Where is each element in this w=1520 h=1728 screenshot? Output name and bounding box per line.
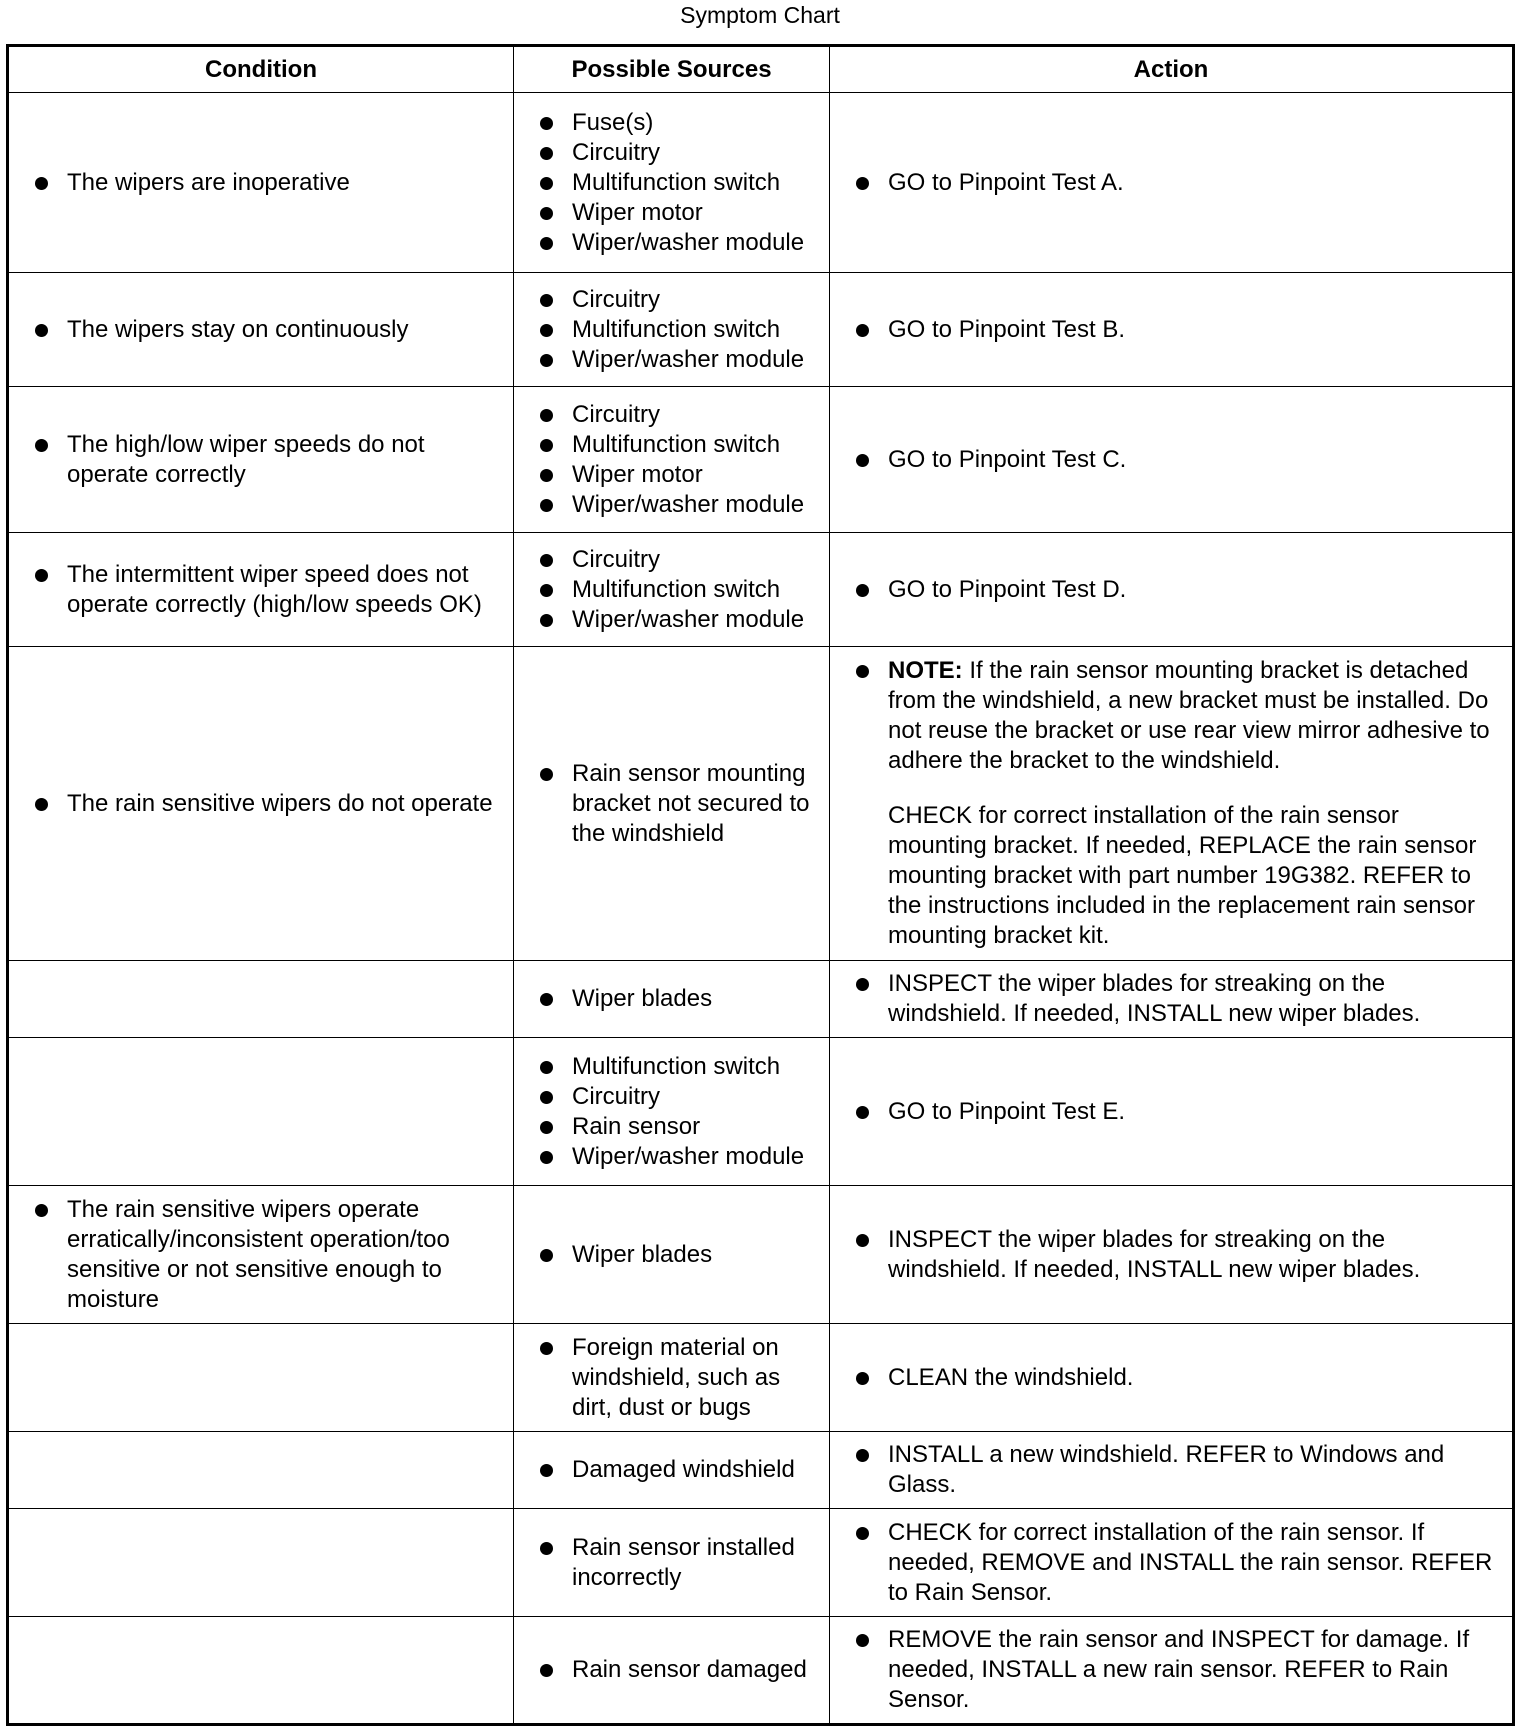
possible-sources-cell [514, 273, 830, 387]
possible-sources-cell [514, 1432, 830, 1509]
action-text: INSPECT the wiper blades for streaking on the windshield. If needed, INSTALL new wiper blades. [854, 969, 1502, 1029]
action-text: GO to Pinpoint Test B. [854, 315, 1502, 345]
column-header-action: Action [830, 46, 1514, 93]
note-label: NOTE: [888, 657, 963, 684]
condition-cell [8, 1324, 514, 1432]
source-item: Wiper motor [538, 198, 819, 228]
table-row [8, 1324, 1514, 1432]
table-header-row [8, 46, 1514, 93]
condition-cell [8, 1186, 514, 1324]
source-item: Circuitry [538, 1082, 819, 1112]
symptom-table [6, 44, 1515, 1726]
action-cell [830, 1432, 1514, 1509]
action-cell [830, 1509, 1514, 1617]
action-cell [830, 1186, 1514, 1324]
condition-text: The rain sensitive wipers do not operate [33, 789, 503, 819]
condition-text: The high/low wiper speeds do not operate correctly [33, 430, 503, 490]
source-item: Wiper/washer module [538, 605, 819, 635]
condition-cell [8, 961, 514, 1038]
source-item: Multifunction switch [538, 315, 819, 345]
possible-sources-cell [514, 647, 830, 961]
action-cell [830, 1324, 1514, 1432]
condition-cell [8, 1432, 514, 1509]
condition-cell [8, 1038, 514, 1186]
possible-sources-cell [514, 93, 830, 273]
condition-cell [8, 533, 514, 647]
source-item: Multifunction switch [538, 430, 819, 460]
table-row [8, 1617, 1514, 1725]
table-row [8, 1509, 1514, 1617]
action-text: GO to Pinpoint Test C. [854, 445, 1502, 475]
source-item: Rain sensor damaged [538, 1655, 819, 1685]
action-text: CLEAN the windshield. [854, 1363, 1502, 1393]
condition-text: The intermittent wiper speed does not operate correctly (high/low speeds OK) [33, 560, 503, 620]
table-row [8, 1186, 1514, 1324]
source-item: Wiper motor [538, 460, 819, 490]
source-item: Wiper/washer module [538, 490, 819, 520]
source-item: Rain sensor mounting bracket not secured to the windshield [538, 759, 819, 849]
action-cell [830, 93, 1514, 273]
action-text: REMOVE the rain sensor and INSPECT for damage. If needed, INSTALL a new rain sensor. REFER to Rain Sensor. [854, 1625, 1502, 1715]
action-cell [830, 647, 1514, 961]
source-item: Rain sensor [538, 1112, 819, 1142]
possible-sources-cell [514, 1186, 830, 1324]
possible-sources-cell [514, 1617, 830, 1725]
table-row [8, 647, 1514, 961]
possible-sources-cell [514, 1324, 830, 1432]
source-item: Wiper/washer module [538, 345, 819, 375]
source-item: Multifunction switch [538, 1052, 819, 1082]
source-item: Multifunction switch [538, 575, 819, 605]
source-item: Circuitry [538, 400, 819, 430]
condition-cell [8, 273, 514, 387]
condition-text: The wipers are inoperative [33, 168, 503, 198]
source-item: Wiper/washer module [538, 1142, 819, 1172]
source-item: Circuitry [538, 545, 819, 575]
source-item: Circuitry [538, 285, 819, 315]
action-text: INSPECT the wiper blades for streaking on the windshield. If needed, INSTALL new wiper blades. [854, 1225, 1502, 1285]
action-text: INSTALL a new windshield. REFER to Windows and Glass. [854, 1440, 1502, 1500]
action-cell [830, 1617, 1514, 1725]
note-text: If the rain sensor mounting bracket is detached from the windshield, a new bracket must be installed. Do not reuse the bracket or use rear view mirror adhesive to adhere the bracket to the windshield. [888, 657, 1490, 774]
possible-sources-cell [514, 1038, 830, 1186]
table-row [8, 533, 1514, 647]
possible-sources-cell [514, 1509, 830, 1617]
source-item: Multifunction switch [538, 168, 819, 198]
action-text: CHECK for correct installation of the rain sensor mounting bracket. If needed, REPLACE the rain sensor mounting bracket with part number 19G382. REFER to the instructions included in the replacement rain sensor mounting bracket kit. [888, 802, 1477, 949]
condition-text: The wipers stay on continuously [33, 315, 503, 345]
source-item: Rain sensor installed incorrectly [538, 1533, 819, 1593]
condition-cell [8, 93, 514, 273]
possible-sources-cell [514, 387, 830, 533]
condition-cell [8, 387, 514, 533]
source-item: Fuse(s) [538, 108, 819, 138]
table-row [8, 93, 1514, 273]
source-item: Wiper/washer module [538, 228, 819, 258]
action-cell [830, 1038, 1514, 1186]
action-text: GO to Pinpoint Test A. [854, 168, 1502, 198]
action-cell [830, 387, 1514, 533]
action-text: GO to Pinpoint Test D. [854, 575, 1502, 605]
action-text: GO to Pinpoint Test E. [854, 1097, 1502, 1127]
table-row [8, 273, 1514, 387]
condition-cell [8, 1509, 514, 1617]
source-item: Circuitry [538, 138, 819, 168]
table-row [8, 1432, 1514, 1509]
condition-cell [8, 647, 514, 961]
action-text: CHECK for correct installation of the rain sensor. If needed, REMOVE and INSTALL the rain sensor. REFER to Rain Sensor. [854, 1518, 1502, 1608]
table-row [8, 387, 1514, 533]
table-row [8, 1038, 1514, 1186]
source-item: Wiper blades [538, 984, 819, 1014]
condition-cell [8, 1617, 514, 1725]
possible-sources-cell [514, 533, 830, 647]
page-title: Symptom Chart [680, 2, 840, 28]
action-cell [830, 533, 1514, 647]
source-item: Wiper blades [538, 1240, 819, 1270]
column-header-condition: Condition [8, 46, 514, 93]
column-header-possible-sources: Possible Sources [514, 46, 830, 93]
table-row [8, 961, 1514, 1038]
action-note [854, 656, 1502, 776]
action-cell [830, 273, 1514, 387]
possible-sources-cell [514, 961, 830, 1038]
condition-text: The rain sensitive wipers operate erratically/inconsistent operation/too sensitive or not sensitive enough to moisture [33, 1195, 503, 1315]
source-item: Foreign material on windshield, such as dirt, dust or bugs [538, 1333, 819, 1423]
source-item: Damaged windshield [538, 1455, 819, 1485]
action-cell [830, 961, 1514, 1038]
